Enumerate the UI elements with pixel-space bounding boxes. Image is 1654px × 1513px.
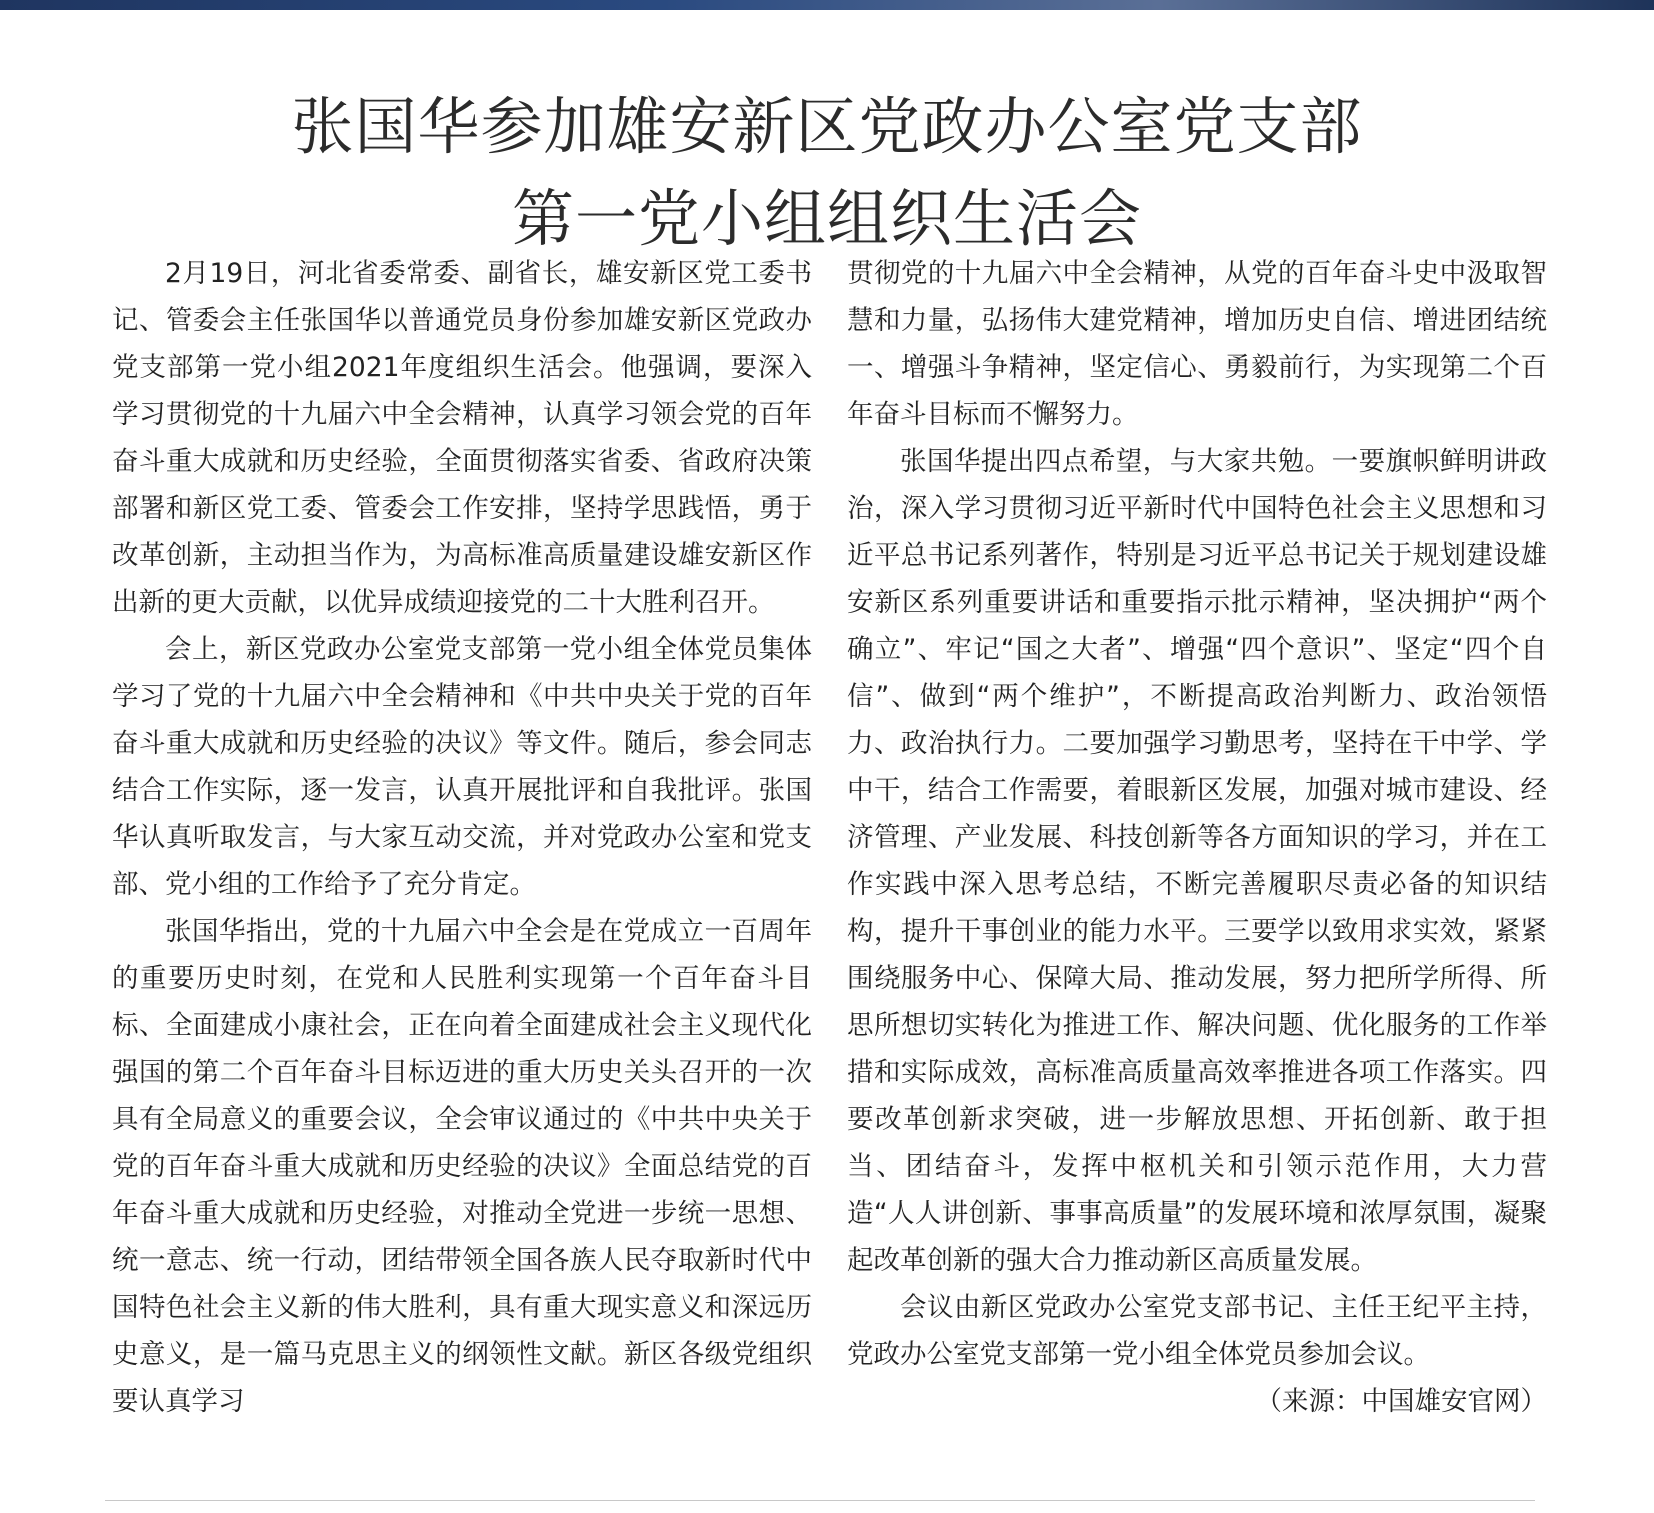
paragraph-3: 张国华指出，党的十九届六中全会是在党成立一百周年的重要历史时刻，在党和人民胜利实现第一个百年奋斗目标、全面建成小康社会，正在向着全面建成社会主义现代化强国的第二个百年奋斗目标迈进的重大历史关头召开的一次具有全局意义的重要会议，全会审议通过的《中共中央关于党的百年奋斗重大成就和历史经验的决议》全面总结党的百年奋斗重大成就和历史经验，对推动全党进一步统一思想、统一意志、统一行动，团结带领全国各族人民夺取新时代中国特色社会主义新的伟大胜利，具有重大现实意义和深远历史意义，是一篇马克思主义的纲领性文献。新区各级党组织要认真学习 <box>112 916 812 1417</box>
top-decorative-band <box>0 0 1654 10</box>
paragraph-1: 2月19日，河北省委常委、副省长，雄安新区党工委书记、管委会主任张国华以普通党员身份参加雄安新区党政办党支部第一党小组2021年度组织生活会。他强调，要深入学习贯彻党的十九届六中全会精神，认真学习领会党的百年奋斗重大成就和历史经验，全面贯彻落实省委、省政府决策部署和新区党工委、管委会工作安排，坚持学思践悟，勇于改革创新，主动担当作为，为高标准高质量建设雄安新区作出新的更大贡献，以优异成绩迎接党的二十大胜利召开。 <box>112 258 812 618</box>
left-column <box>112 250 812 1425</box>
paragraph-3-continued: 贯彻党的十九届六中全会精神，从党的百年奋斗史中汲取智慧和力量，弘扬伟大建党精神，增加历史自信、增进团结统一、增强斗争精神，坚定信心、勇毅前行，为实现第二个百年奋斗目标而不懈努力。 <box>847 258 1547 430</box>
paragraph-4: 张国华提出四点希望，与大家共勉。一要旗帜鲜明讲政治，深入学习贯彻习近平新时代中国特色社会主义思想和习近平总书记系列著作，特别是习近平总书记关于规划建设雄安新区系列重要讲话和重要指示批示精神，坚决拥护“两个确立”、牢记“国之大者”、增强“四个意识”、坚定“四个自信”、做到“两个维护”，不断提高政治判断力、政治领悟力、政治执行力。二要加强学习勤思考，坚持在干中学、学中干，结合工作需要，着眼新区发展，加强对城市建设、经济管理、产业发展、科技创新等各方面知识的学习，并在工作实践中深入思考总结，不断完善履职尽责必备的知识结构，提升干事创业的能力水平。三要学以致用求实效，紧紧围绕服务中心、保障大局、推动发展，努力把所学所得、所思所想切实转化为推进工作、解决问题、优化服务的工作举措和实际成效，高标准高质量高效率推进各项工作落实。四要改革创新求突破，进一步解放思想、开拓创新、敢于担当、团结奋斗，发挥中枢机关和引领示范作用，大力营造“人人讲创新、事事高质量”的发展环境和浓厚氛围，凝聚起改革创新的强大合力推动新区高质量发展。 <box>847 446 1547 1276</box>
headline-line-2: 第一党小组组织生活会 <box>511 182 1142 256</box>
article-headline <box>0 81 1654 265</box>
paragraph-2: 会上，新区党政办公室党支部第一党小组全体党员集体学习了党的十九届六中全会精神和《中共中央关于党的百年奋斗重大成就和历史经验的决议》等文件。随后，参会同志结合工作实际，逐一发言，认真开展批评和自我批评。张国华认真听取发言，与大家互动交流，并对党政办公室和党支部、党小组的工作给予了充分肯定。 <box>112 634 812 900</box>
source-credit: （来源：中国雄安官网） <box>1255 1386 1547 1417</box>
article-body <box>112 250 1547 1480</box>
right-column <box>847 250 1547 1425</box>
paragraph-5: 会议由新区党政办公室党支部书记、主任王纪平主持，党政办公室党支部第一党小组全体党员参加会议。 <box>847 1292 1547 1370</box>
bottom-divider <box>105 1500 1535 1501</box>
headline-line-1: 张国华参加雄安新区党政办公室党支部 <box>291 90 1363 164</box>
